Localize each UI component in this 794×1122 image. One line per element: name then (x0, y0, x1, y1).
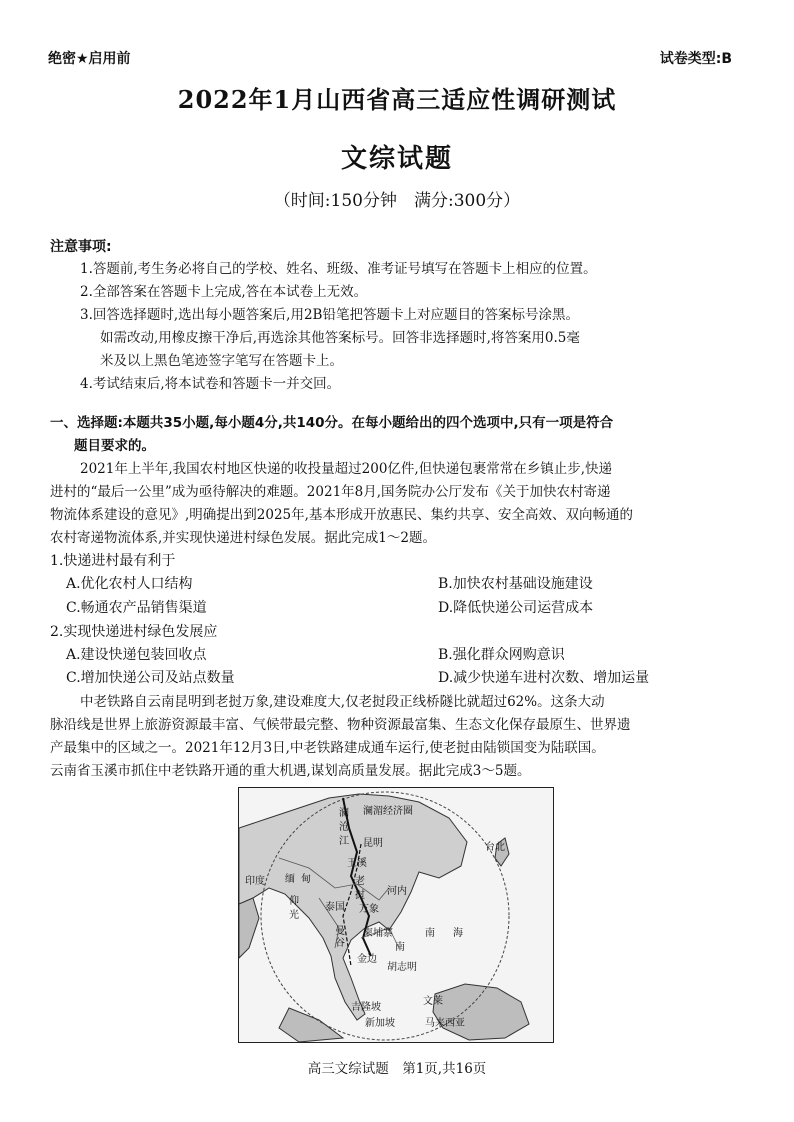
passage-line: 物流体系建设的意见》,明确提出到2025年,基本形成开放惠民、集约共享、安全高效、双向畅通的 (50, 507, 633, 523)
map-drawing (239, 788, 553, 1042)
notice-item: 4.考试结束后,将本试卷和答题卡一并交回。 (80, 376, 341, 392)
notice-item: 如需改动,用橡皮擦干净后,再选涂其他答案标号。回答非选择题时,将答案用0.5毫 (100, 330, 580, 346)
passage-line: 2021年上半年,我国农村地区快递的收投量超过200亿件,但快递包裹常常在乡镇止步,快递 (80, 461, 612, 477)
notice-item: 2.全部答案在答题卡上完成,答在本试卷上无效。 (80, 284, 368, 300)
page-footer: 高三文综试题 第1页,共16页 (307, 1061, 487, 1077)
map-label: 江 (339, 836, 349, 847)
map-label: 胡志明 (387, 962, 417, 973)
map-label: 谷 (335, 938, 345, 949)
passage-line: 进村的“最后一公里”成为亟待解决的难题。2021年8月,国务院办公厅发布《关于加快农村寄递 (50, 484, 611, 500)
section-heading-cont: 题目要求的。 (74, 438, 155, 454)
map-label: 台北 (485, 842, 505, 853)
subject-title: 文综试题 (340, 144, 453, 174)
sumatra-island (279, 1008, 343, 1042)
map-label: 海 (453, 928, 463, 939)
option-c: C.增加快递公司及站点数量 (66, 670, 235, 686)
notice-item: 米及以上黑色笔迹签字笔写在答题卡上。 (100, 353, 343, 369)
map-label: 南 (425, 928, 435, 939)
mainland-landmass (239, 794, 467, 1020)
map-label: 缅 (285, 874, 295, 885)
notice-item: 1.答题前,考生务必将自己的学校、姓名、班级、准考证号填写在答题卡上相应的位置。 (80, 261, 597, 277)
map-label: 河内 (387, 886, 407, 897)
notice-item: 3.回答选择题时,选出每小题答案后,用2B铅笔把答题卡上对应题目的答案标号涂黑。 (80, 307, 579, 323)
option-a: A.建设快递包装回收点 (66, 647, 207, 663)
passage-line: 农村寄递物流体系,并实现快递进村绿色发展。据此完成1～2题。 (50, 530, 436, 546)
map-label: 印度 (245, 876, 265, 887)
passage-line: 中老铁路自云南昆明到老挝万象,建设难度大,仅老挝段正线桥隧比就超过62%。这条大动 (80, 694, 605, 710)
option-b: B.加快农村基础设施建设 (438, 576, 593, 592)
map-label: 澜湄经济圈 (363, 806, 413, 817)
lancang-mekong-map (238, 787, 554, 1043)
map-label: 柬埔寨 (363, 928, 393, 939)
map-label: 沧 (339, 822, 349, 833)
passage-line: 脉沿线是世界上旅游资源最丰富、气候带最完整、物种资源最富集、生态文化保存最原生、世界遗 (50, 717, 631, 733)
map-label: 甸 (301, 874, 311, 885)
map-label: 澜 (339, 808, 349, 819)
option-d: D.降低快递公司运营成本 (438, 600, 594, 616)
borneo-island (433, 984, 529, 1040)
time-score: （时间:150分钟 满分:300分） (273, 191, 521, 211)
notice-heading: 注意事项: (50, 239, 112, 255)
section-heading: 一、选择题:本题共35小题,每小题4分,共140分。在每小题给出的四个选项中,只有一项是符合 (50, 415, 614, 431)
passage-line: 云南省玉溪市抓住中老铁路开通的重大机遇,谋划高质量发展。据此完成3～5题。 (50, 763, 531, 779)
map-label: 文莱 (423, 996, 443, 1007)
secret-label: 绝密★启用前 (48, 51, 131, 67)
option-d: D.减少快递车进村次数、增加运量 (438, 670, 650, 686)
map-label: 吉隆坡 (351, 1002, 381, 1013)
map-label: 光 (289, 910, 299, 921)
map-label: 万象 (359, 904, 379, 915)
map-label: 新加坡 (365, 1018, 395, 1029)
paper-type-label: 试卷类型:B (659, 51, 732, 67)
map-label: 南 (395, 942, 405, 953)
map-label: 泰国 (325, 902, 345, 913)
map-label: 挝 (355, 890, 365, 901)
option-c: C.畅通农产品销售渠道 (66, 600, 207, 616)
map-label: 曼 (335, 926, 345, 937)
option-b: B.强化群众网购意识 (438, 647, 565, 663)
map-label: 仰 (289, 896, 299, 907)
map-label: 玉溪 (347, 858, 367, 869)
question-stem: 1.快递进村最有利于 (50, 553, 176, 569)
option-a: A.优化农村人口结构 (66, 576, 193, 592)
map-label: 金边 (357, 954, 377, 965)
map-label: 昆明 (363, 838, 383, 849)
india-coast (239, 898, 259, 958)
map-label: 老 (355, 876, 365, 887)
question-stem: 2.实现快递进村绿色发展应 (50, 624, 218, 640)
exam-title: 2022年1月山西省高三适应性调研测试 (177, 85, 617, 114)
map-label: 马来西亚 (425, 1018, 465, 1029)
passage-line: 产最集中的区域之一。2021年12月3日,中老铁路建成通车运行,使老挝由陆锁国变为陆联国。 (50, 740, 605, 756)
page-header (48, 48, 732, 68)
